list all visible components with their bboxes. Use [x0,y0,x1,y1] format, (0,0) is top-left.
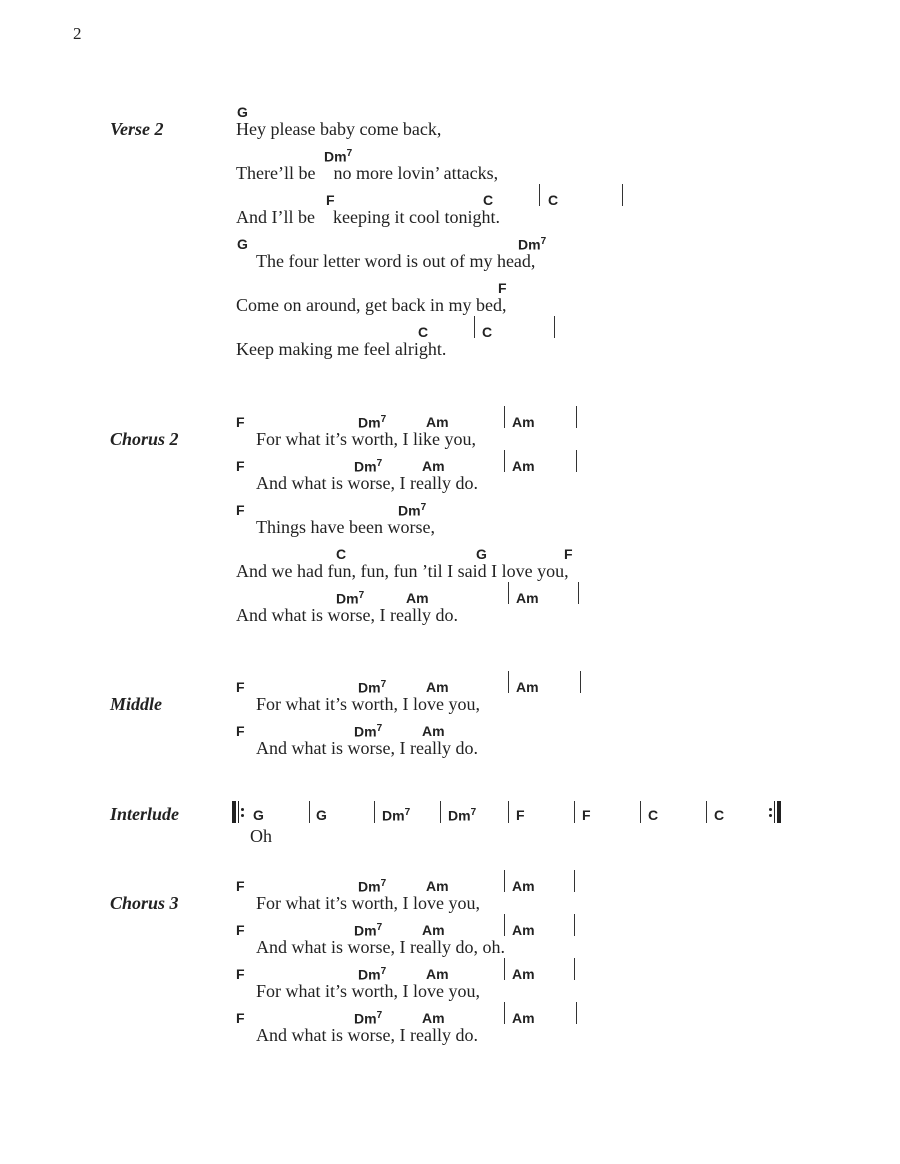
bar-line [574,870,575,892]
chord: F [516,807,525,823]
chord: C [648,807,659,823]
bar-line [374,801,375,823]
chord: F [236,1010,245,1026]
lyric-line: Things have been worse, [256,517,435,537]
lyric-line: And what is worse, I really do. [256,738,478,758]
section-label-interlude: Interlude [110,804,180,824]
chord: Dm$^7$ [354,723,383,740]
bar-line [508,582,509,604]
chord: Am [426,966,449,982]
bar-line [706,801,707,823]
bar-line [504,450,505,472]
chord: C [336,546,347,562]
lyric-line: And I’ll be keeping it cool tonight. [236,207,500,227]
page-number: 2 [73,24,82,43]
bar-line [508,801,509,823]
bar-line [576,1002,577,1024]
chord: Dm$^7$ [398,502,427,519]
chord: F [564,546,573,562]
chord: F [236,723,245,739]
chord: Am [426,878,449,894]
lyric-line: For what it’s worth, I love you, [256,694,480,714]
chord: F [236,679,245,695]
lyric-line: The four letter word is out of my head, [256,251,536,271]
lyric-line: Oh [250,826,272,846]
bar-line [504,958,505,980]
bar-line [580,671,581,693]
chord: F [326,192,335,208]
bar-line [622,184,623,206]
bar-line [554,316,555,338]
chord: G [476,546,487,562]
chord: Am [422,723,445,739]
lyric-line: And we had fun, fun, fun ’til I said I love you, [236,561,569,581]
chord: Am [516,679,539,695]
repeat-end-sign [768,801,782,823]
lyric-line: And what is worse, I really do. [256,1025,478,1045]
section-label-middle: Middle [110,694,162,714]
chord: Dm$^7$ [518,236,547,253]
chord: G [253,807,264,823]
chord: Am [406,590,429,606]
chord: C [482,324,493,340]
bar-line [309,801,310,823]
lyric-line: For what it’s worth, I like you, [256,429,476,449]
chord: Am [512,414,535,430]
bar-line [508,671,509,693]
lyric-line: There’ll be no more lovin’ attacks, [236,163,499,183]
chord: F [236,922,245,938]
bar-line [578,582,579,604]
chord: C [714,807,725,823]
chord: Dm$^7$ [448,807,477,824]
bar-line [504,1002,505,1024]
repeat-start-sign [232,801,246,823]
lyric-line: For what it’s worth, I love you, [256,981,480,1001]
lyric-line: Keep making me feel alright. [236,339,447,359]
chord: F [236,502,245,518]
section-label-verse-2: Verse 2 [110,119,164,139]
bar-line [539,184,540,206]
chord: Am [516,590,539,606]
lyric-line: For what it’s worth, I love you, [256,893,480,913]
chord: C [418,324,429,340]
chord: Dm$^7$ [354,922,383,939]
chord: Am [422,1010,445,1026]
chord: Am [512,1010,535,1026]
bar-line [574,914,575,936]
chord: Am [512,966,535,982]
lyric-line: And what is worse, I really do. [256,473,478,493]
chord: Am [422,922,445,938]
chord: Dm$^7$ [324,148,353,165]
chord: F [236,966,245,982]
lyric-line: Come on around, get back in my bed, [236,295,507,315]
chord: F [582,807,591,823]
lyric-line: And what is worse, I really do, oh. [256,937,505,957]
bar-line [440,801,441,823]
chord: Dm$^7$ [358,679,387,696]
chord: Dm$^7$ [336,590,365,607]
bar-line [504,914,505,936]
bar-line [504,870,505,892]
chord: Dm$^7$ [382,807,411,824]
chord: Am [512,878,535,894]
chord: F [236,414,245,430]
chord: Am [422,458,445,474]
chord: G [237,104,248,120]
bar-line [474,316,475,338]
chord: G [237,236,248,252]
bar-line [576,450,577,472]
section-label-chorus-2: Chorus 2 [110,429,179,449]
chord: Am [512,458,535,474]
chord: Dm$^7$ [354,458,383,475]
chord: Dm$^7$ [354,1010,383,1027]
chord: Dm$^7$ [358,878,387,895]
chord: Dm$^7$ [358,414,387,431]
chord: Am [426,679,449,695]
chord: C [483,192,494,208]
bar-line [576,406,577,428]
chord: C [548,192,559,208]
chord: F [498,280,507,296]
chord: G [316,807,327,823]
bar-line [574,958,575,980]
chord: F [236,458,245,474]
section-label-chorus-3: Chorus 3 [110,893,179,913]
bar-line [504,406,505,428]
bar-line [574,801,575,823]
chord: Am [426,414,449,430]
lyric-line: Hey please baby come back, [236,119,442,139]
chord: F [236,878,245,894]
chord: Am [512,922,535,938]
lyric-line: And what is worse, I really do. [236,605,458,625]
bar-line [640,801,641,823]
chord: Dm$^7$ [358,966,387,983]
